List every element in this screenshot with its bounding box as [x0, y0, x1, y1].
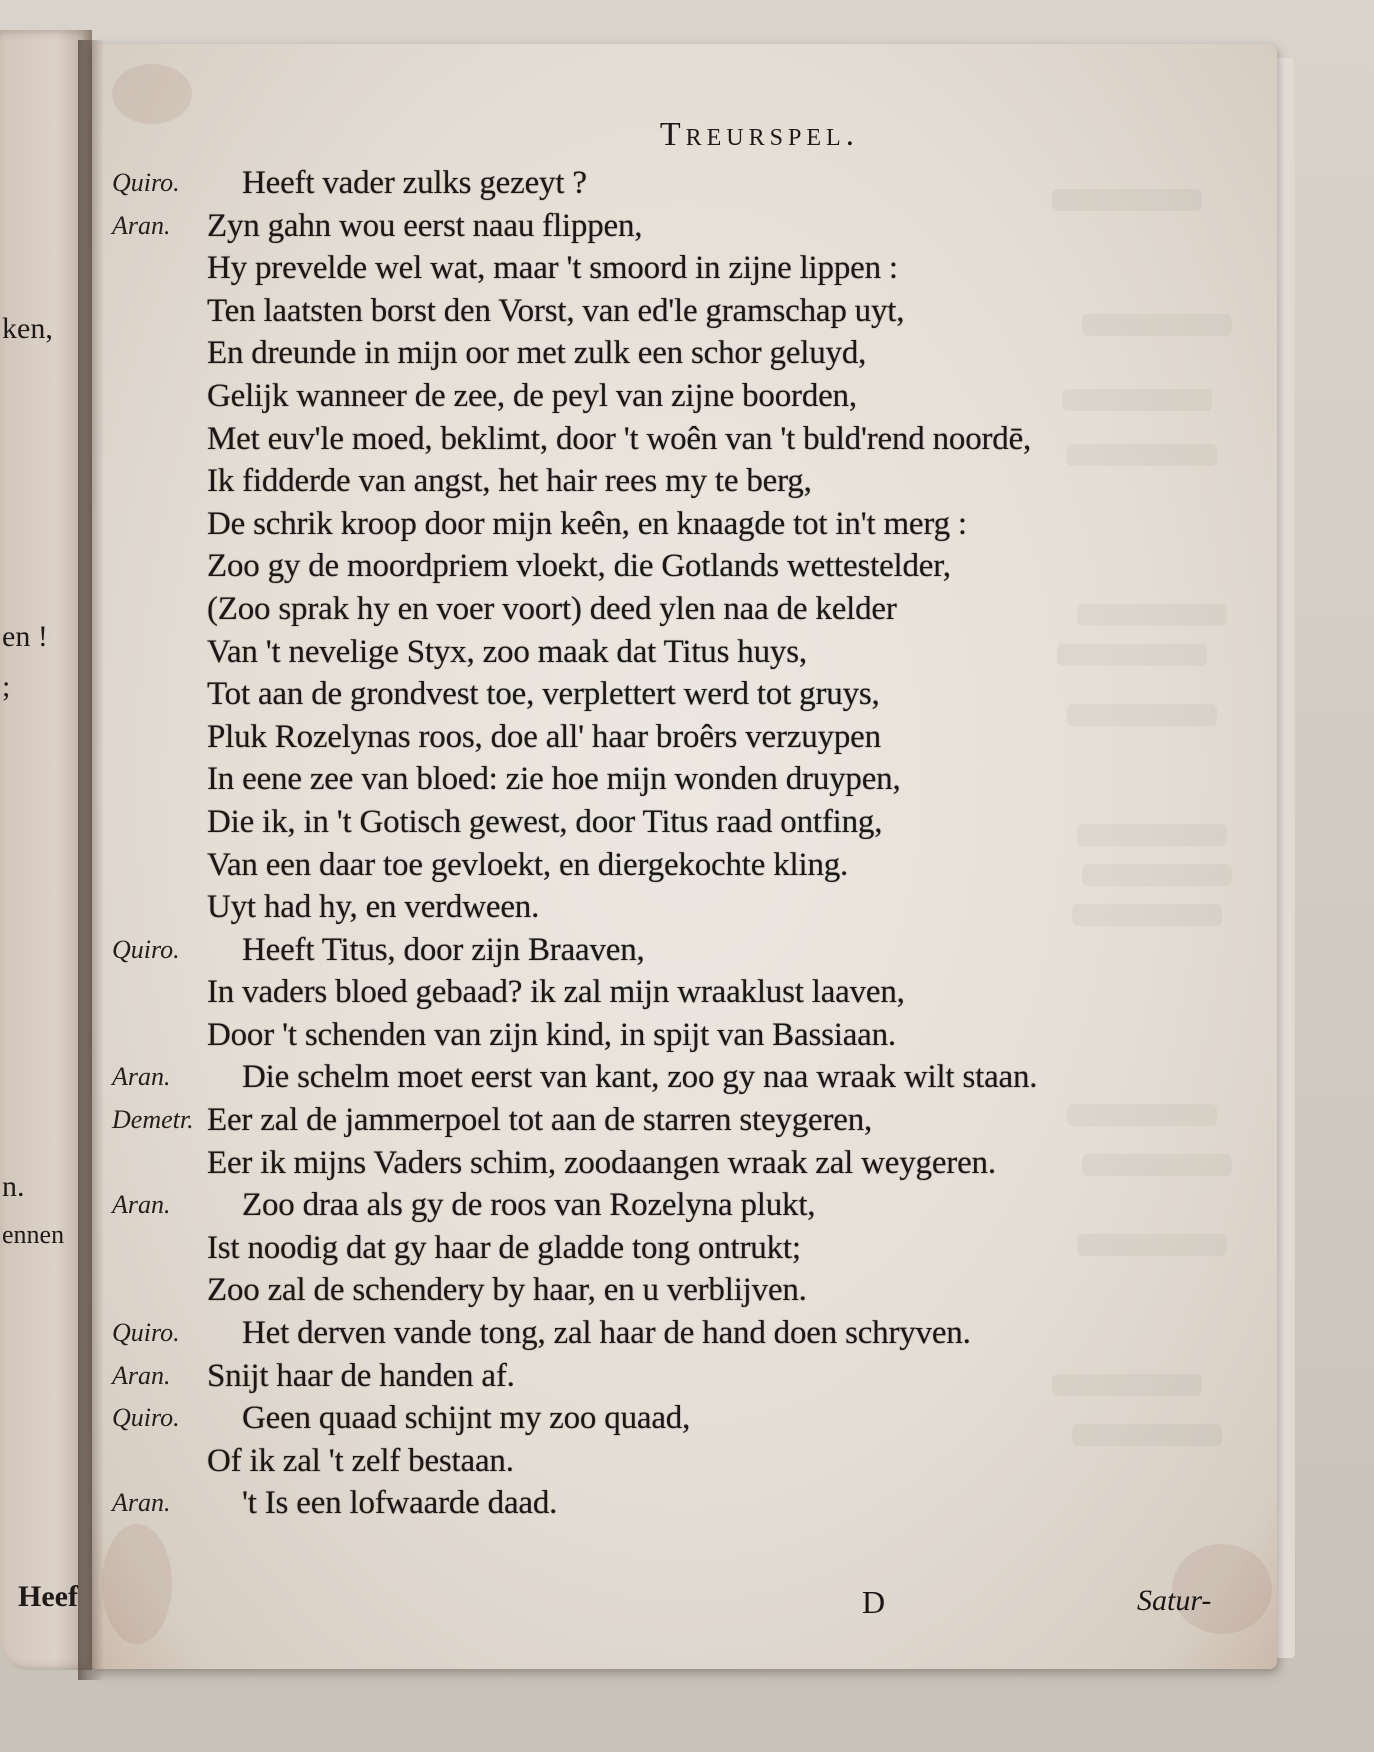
verse-text: Door 't schenden van zijn kind, in spijt van Bassiaan.	[207, 1016, 896, 1053]
verse-line	[92, 1312, 1277, 1355]
verse-line	[92, 1014, 1277, 1057]
verse-text: Pluk Rozelynas roos, doe all' haar broêrs verzuypen	[207, 718, 881, 755]
verse-line	[92, 1056, 1277, 1099]
show-through-smudge	[1082, 864, 1232, 886]
show-through-smudge	[1077, 1234, 1227, 1256]
speaker-label: Quiro.	[112, 934, 180, 964]
show-through-smudge	[1067, 704, 1217, 726]
verse-text: Zoo draa als gy de roos van Rozelyna plukt,	[242, 1187, 816, 1224]
verse-line	[92, 460, 1277, 503]
show-through-smudge	[1052, 189, 1202, 211]
speaker-label: Aran.	[112, 1190, 171, 1220]
speaker-label: Aran.	[112, 1488, 171, 1518]
left-page-fragment: en !	[2, 620, 48, 653]
signature-mark: D	[862, 1584, 886, 1620]
show-through-smudge	[1057, 644, 1207, 666]
verse-text: Uyt had hy, en verdween.	[207, 889, 540, 926]
paper-stain	[112, 64, 192, 124]
show-through-smudge	[1082, 314, 1232, 336]
verse-line	[92, 971, 1277, 1014]
verse-line	[92, 1482, 1277, 1525]
verse-line	[92, 1184, 1277, 1227]
spine-shadow	[78, 40, 104, 1680]
verse-line	[92, 1269, 1277, 1312]
verse-text: Het derven vande tong, zal haar de hand doen schryven.	[242, 1315, 971, 1352]
verse-text: Zoo zal de schendery by haar, en u verblijven.	[207, 1272, 807, 1309]
verse-text: Of ik zal 't zelf bestaan.	[207, 1442, 514, 1479]
verse-text: Met euv'le moed, beklimt, door 't woên van 't buld'rend noordē,	[207, 420, 1032, 457]
verse-line	[92, 503, 1277, 546]
speaker-label: Aran.	[112, 1360, 171, 1390]
verse-text: (Zoo sprak hy en voer voort) deed ylen naa de kelder	[207, 590, 897, 627]
show-through-smudge	[1072, 904, 1222, 926]
verse-line	[92, 247, 1277, 290]
catchword: Satur-	[1137, 1584, 1212, 1617]
show-through-smudge	[1062, 389, 1212, 411]
show-through-smudge	[1067, 1104, 1217, 1126]
verse-text: Heeft Titus, door zijn Braaven,	[242, 931, 645, 968]
left-page-fragment: ennen	[2, 1220, 65, 1249]
verse-text: En dreunde in mijn oor met zulk een schor geluyd,	[207, 335, 867, 372]
left-page-fragment: ken,	[2, 312, 53, 345]
show-through-smudge	[1052, 1374, 1202, 1396]
verse-line	[92, 1440, 1277, 1483]
speaker-label: Quiro.	[112, 168, 180, 197]
left-page-fragment: ;	[2, 670, 11, 703]
speaker-label: Quiro.	[112, 1318, 180, 1348]
verse-text: In eene zee van bloed: zie hoe mijn wonden druypen,	[207, 761, 901, 798]
verse-text: 't Is een lofwaarde daad.	[242, 1485, 558, 1522]
verse-text: Van een daar toe gevloekt, en diergekochte kling.	[207, 846, 849, 883]
verse-text: Tot aan de grondvest toe, verplettert werd tot gruys,	[207, 676, 880, 713]
show-through-smudge	[1077, 604, 1227, 626]
verse-text: Hy prevelde wel wat, maar 't smoord in zijne lippen :	[207, 250, 898, 287]
speaker-label: Quiro.	[112, 1403, 180, 1433]
verse-line	[92, 758, 1277, 801]
left-page-catchword: Heef	[18, 1580, 78, 1613]
show-through-smudge	[1067, 444, 1217, 466]
show-through-smudge	[1082, 1154, 1232, 1176]
verse-text: Die schelm moet eerst van kant, zoo gy naa wraak wilt staan.	[242, 1059, 1038, 1096]
show-through-smudge	[1072, 1424, 1222, 1446]
verse-text: Eer zal de jammerpoel tot aan de starren steygeren,	[207, 1102, 873, 1139]
verse-text: De schrik kroop door mijn keên, en knaagde tot in't merg :	[207, 505, 967, 542]
verse-text: Ist noodig dat gy haar de gladde tong ontrukt;	[207, 1229, 801, 1266]
verse-text: Ten laatsten borst den Vorst, van ed'le gramschap uyt,	[207, 292, 905, 329]
verse-text: Zyn gahn wou eerst naau flippen,	[207, 207, 643, 244]
verse-line	[92, 332, 1277, 375]
running-head: Treurspel.	[659, 116, 860, 153]
speaker-label: Demetr.	[112, 1105, 194, 1135]
verse-text: Zoo gy de moordpriem vloekt, die Gotlands wettestelder,	[207, 548, 951, 585]
show-through-smudge	[1077, 824, 1227, 846]
verse-text: In vaders bloed gebaad? ik zal mijn wraaklust laaven,	[207, 974, 905, 1011]
verse-text: Snijt haar de handen af.	[207, 1357, 515, 1394]
verse-text: Ik fidderde van angst, het hair rees my te berg,	[207, 463, 812, 500]
speaker-label: Aran.	[112, 210, 171, 240]
verse-text: Geen quaad schijnt my zoo quaad,	[242, 1400, 691, 1437]
book-page	[92, 44, 1277, 1669]
verse-text: Eer ik mijns Vaders schim, zoodaangen wraak zal weygeren.	[207, 1144, 996, 1181]
verse-text: Die ik, in 't Gotisch gewest, door Titus raad ontfing,	[207, 803, 883, 840]
speaker-label: Aran.	[112, 1062, 171, 1092]
verse-text: Heeft vader zulks gezeyt ?	[242, 165, 587, 201]
paper-stain	[102, 1524, 172, 1644]
verse-text: Gelijk wanneer de zee, de peyl van zijne boorden,	[207, 377, 857, 414]
verse-line	[92, 545, 1277, 588]
verse-line	[92, 929, 1277, 972]
verse-text: Van 't nevelige Styx, zoo maak dat Titus huys,	[207, 633, 807, 670]
left-page-fragment: n.	[2, 1170, 25, 1203]
